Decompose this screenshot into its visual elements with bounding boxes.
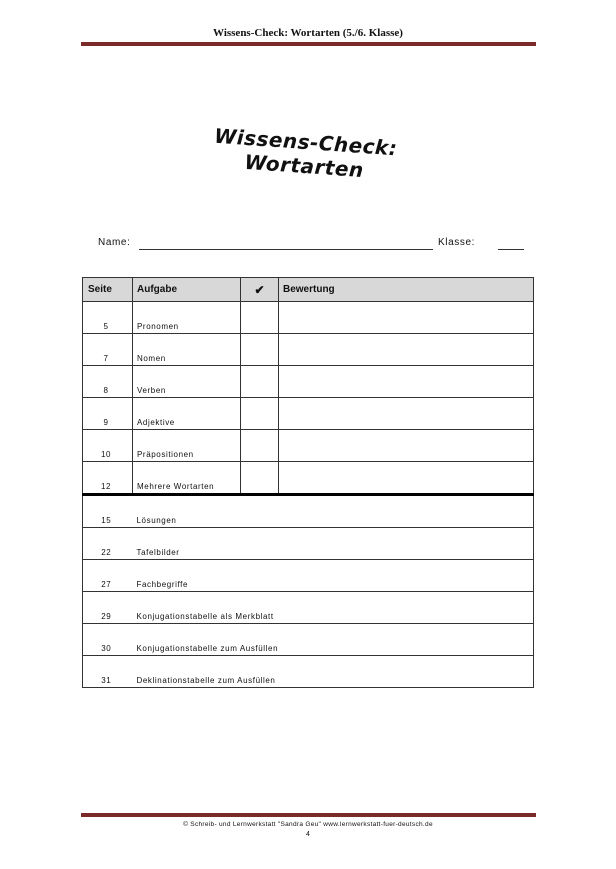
table-row-extra xyxy=(83,592,534,624)
row-page: 7 xyxy=(83,334,133,366)
footer-copyright: © Schreib- und Lernwerkstatt "Sandra Geu" www.lernwerkstatt-fuer-deutsch.de xyxy=(183,821,433,828)
table-row-extra xyxy=(83,624,534,656)
row-task: Verben xyxy=(133,366,241,398)
header-check: ✔ xyxy=(241,278,279,302)
name-label: Name: xyxy=(98,237,131,248)
row-page: 12 xyxy=(83,462,133,495)
row-rating-cell[interactable] xyxy=(279,398,534,430)
row-task: Präpositionen xyxy=(133,430,241,462)
row-page: 27 xyxy=(83,560,133,592)
check-table xyxy=(82,277,534,688)
row-task: Konjugationstabelle zum Ausfüllen xyxy=(133,624,534,656)
row-page: 15 xyxy=(83,495,133,528)
header-rule xyxy=(81,42,536,46)
row-page: 9 xyxy=(83,398,133,430)
table-row-extra xyxy=(83,560,534,592)
table-row-extra xyxy=(83,495,534,528)
row-check-cell[interactable] xyxy=(241,430,279,462)
row-task: Lösungen xyxy=(133,495,534,528)
page-number: 4 xyxy=(306,831,310,838)
row-task: Konjugationstabelle als Merkblatt xyxy=(133,592,534,624)
table-row xyxy=(83,334,534,366)
klasse-label: Klasse: xyxy=(438,237,475,248)
row-rating-cell[interactable] xyxy=(279,334,534,366)
row-check-cell[interactable] xyxy=(241,398,279,430)
table-row-extra xyxy=(83,656,534,688)
table-row xyxy=(83,462,534,495)
row-task: Fachbegriffe xyxy=(133,560,534,592)
table-row xyxy=(83,430,534,462)
row-task: Nomen xyxy=(133,334,241,366)
table-row xyxy=(83,366,534,398)
table-row xyxy=(83,398,534,430)
name-line[interactable] xyxy=(139,249,433,250)
row-task: Tafelbilder xyxy=(133,528,534,560)
header-aufgabe: Aufgabe xyxy=(133,278,241,302)
row-check-cell[interactable] xyxy=(241,366,279,398)
row-rating-cell[interactable] xyxy=(279,462,534,495)
row-check-cell[interactable] xyxy=(241,462,279,495)
header-title: Wissens-Check: Wortarten (5./6. Klasse) xyxy=(213,27,403,39)
row-check-cell[interactable] xyxy=(241,302,279,334)
row-page: 5 xyxy=(83,302,133,334)
row-task: Mehrere Wortarten xyxy=(133,462,241,495)
row-page: 29 xyxy=(83,592,133,624)
header-seite: Seite xyxy=(83,278,133,302)
table-row xyxy=(83,302,534,334)
table-header-row xyxy=(83,278,534,302)
header-bewertung: Bewertung xyxy=(279,278,534,302)
footer-rule xyxy=(81,813,536,817)
row-rating-cell[interactable] xyxy=(279,302,534,334)
row-rating-cell[interactable] xyxy=(279,366,534,398)
row-page: 22 xyxy=(83,528,133,560)
table-row-extra xyxy=(83,528,534,560)
row-page: 10 xyxy=(83,430,133,462)
row-page: 31 xyxy=(83,656,133,688)
row-task: Adjektive xyxy=(133,398,241,430)
row-task: Deklinationstabelle zum Ausfüllen xyxy=(133,656,534,688)
row-check-cell[interactable] xyxy=(241,334,279,366)
page-title: Wissens-Check: Wortarten xyxy=(213,123,399,183)
klasse-line[interactable] xyxy=(498,249,524,250)
row-page: 30 xyxy=(83,624,133,656)
row-rating-cell[interactable] xyxy=(279,430,534,462)
row-page: 8 xyxy=(83,366,133,398)
row-task: Pronomen xyxy=(133,302,241,334)
